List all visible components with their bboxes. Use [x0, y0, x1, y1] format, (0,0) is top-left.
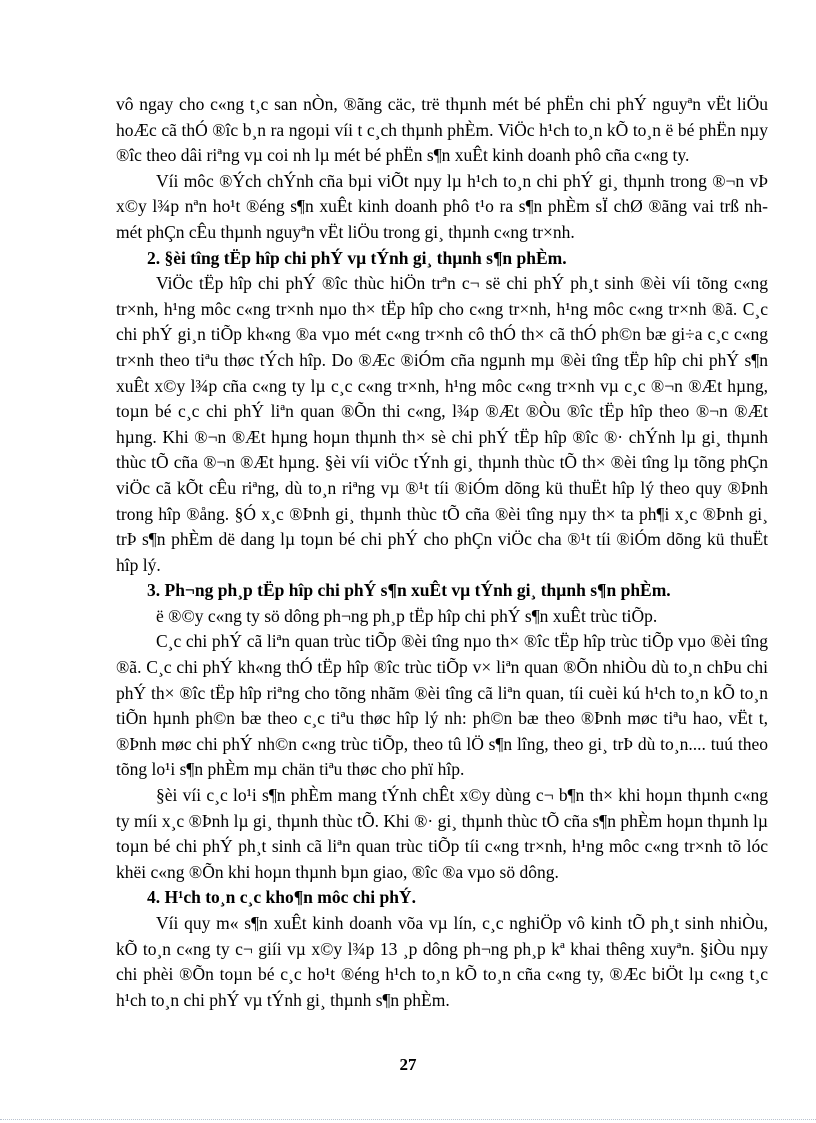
page-bottom-border: [0, 1119, 816, 1120]
paragraph: ë ®©y c«ng ty sö dông ph¬ng ph¸p tËp hîp chi phÝ s¶n xuÊt trùc tiÕp.: [156, 605, 658, 626]
section-heading: 4. H¹ch to¸n c¸c kho¶n môc chi phÝ.: [147, 887, 416, 908]
page-number: 27: [399, 1055, 417, 1074]
section-heading: 3. Ph¬ng ph¸p tËp hîp chi phÝ s¶n xuÊt vµ tÝnh gi¸ thµnh s¶n phÈm.: [147, 580, 671, 601]
paragraph: Víi quy m« s¶n xuÊt kinh doanh võa vµ lín, c¸c nghiÖp vô kinh tÕ ph¸t sinh nhiÒu, kÕ to¸n c«ng ty c¬ giíi vµ x©y l¾p 13 ¸p dông ph¬ng ph¸p kª khai thêng xuyªn. §iÒu nµy chi phèi ®Õn toµn bé c¸c ho¹t ®éng h¹ch to¸n kÕ to¸n cña c«ng ty, ®Æc biÖt lµ c«ng t¸c h¹ch to¸n chi phÝ vµ tÝnh gi¸ thµnh s¶n phÈm.: [116, 913, 768, 1010]
paragraph: C¸c chi phÝ cã liªn quan trùc tiÕp ®èi tîng nµo th× ®îc tËp hîp trùc tiÕp vµo ®èi tîng ®ã. C¸c chi phÝ kh«ng thÓ tËp hîp ®îc trùc tiÕp v× liªn quan ®Õn nhiÒu dù to¸n chÞu chi phÝ th× ®îc tËp hîp riªng cho tõng nhãm ®èi tîng cã liªn quan, tíi cuèi kú h¹ch to¸n kÕ to¸n tiÕn hµnh ph©n bæ theo c¸c tiªu thøc hîp lý nh: ph©n bæ theo ®Þnh møc tiªu hao, vËt t, ®Þnh møc chi phÝ nh©n c«ng trùc tiÕp, theo tû lÖ s¶n lîng, theo gi¸ trÞ dù to¸n.... tuú theo tõng lo¹i s¶n phÈm mµ chän tiªu thøc cho phï hîp.: [116, 631, 768, 780]
paragraph: Víi môc ®Ých chÝnh cña bµi viÕt nµy lµ h¹ch to¸n chi phÝ gi¸ thµnh trong ®¬n vÞ x©y l¾p nªn ho¹t ®éng s¶n xuÊt kinh doanh phô t¹o ra s¶n phÈm sÏ chØ ®ãng vai trß nh mét phÇn cÊu thµnh nguyªn vËt liÖu trong gi¸ thµnh c«ng tr×nh.: [116, 170, 768, 242]
paragraph: vô ngay cho c«ng t¸c san nÒn, ®ãng cäc, trë thµnh mét bé phËn chi phÝ nguyªn vËt liÖu hoÆc cã thÓ ®îc b¸n ra ngoµi víi t c¸ch thµnh phÈm. ViÖc h¹ch to¸n kÕ to¸n ë bé phËn nµy ®îc theo dâi riªng vµ coi nh lµ mét bé phËn s¶n xuÊt kinh doanh phô cña c«ng ty.: [116, 94, 768, 166]
body-text: [116, 92, 768, 1013]
paragraph: ViÖc tËp hîp chi phÝ ®îc thùc hiÖn trªn c¬ së chi phÝ ph¸t sinh ®èi víi tõng c«ng tr×nh, h¹ng môc c«ng tr×nh nµo th× tËp hîp cho c«ng tr×nh, h¹ng môc c«ng tr×nh ®ã. C¸c chi phÝ gi¸n tiÕp kh«ng ®a vµo mét c«ng tr×nh cô thÓ th× cã thÓ ph©n bæ gi÷a c¸c c«ng tr×nh theo tiªu thøc tÝch hîp. Do ®Æc ®iÓm cña ngµnh mµ ®èi tîng tËp hîp chi phÝ s¶n xuÊt x©y l¾p cña c«ng ty lµ c¸c c«ng tr×nh, h¹ng môc c«ng tr×nh vµ c¸c ®¬n ®Æt hµng, toµn bé c¸c chi phÝ liªn quan ®Õn thi c«ng, l¾p ®Æt ®Òu ®îc tËp hîp theo ®¬n ®Æt hµng. Khi ®¬n ®Æt hµng hoµn thµnh th× sè chi phÝ tËp hîp ®îc ®· chÝnh lµ gi¸ thµnh thùc tÕ cña ®¬n ®Æt hµng. §èi víi viÖc tÝnh gi¸ thµnh thùc tÕ th× ®èi tîng lµ tõng phÇn viÖc cã kÕt cÊu riªng, dù to¸n riªng vµ ®¹t tíi ®iÓm dõng kü thuËt hîp lý theo quy ®Þnh trong hîp ®ång. §Ó x¸c ®Þnh gi¸ thµnh thùc tÕ cña ®èi tîng nµy th× ta ph¶i x¸c ®Þnh gi¸ trÞ s¶n phÈm dë dang lµ toµn bé chi phÝ cho phÇn viÖc cha ®¹t tíi ®iÓm dõng kü thuËt hîp lý.: [116, 273, 768, 575]
paragraph: §èi víi c¸c lo¹i s¶n phÈm mang tÝnh chÊt x©y dùng c¬ b¶n th× khi hoµn thµnh c«ng ty míi x¸c ®Þnh lµ gi¸ thµnh thùc tÕ. Khi ®· gi¸ thµnh thùc tÕ cña s¶n phÈm hoµn thµnh lµ toµn bé chi phÝ ph¸t sinh cã liªn quan trùc tiÕp tíi c«ng tr×nh, h¹ng môc c«ng tr×nh tõ lóc khëi c«ng ®Õn khi hoµn thµnh bµn giao, ®îc ®a vµo sö dông.: [116, 785, 768, 882]
section-heading: 2. §èi tîng tËp hîp chi phÝ vµ tÝnh gi¸ thµnh s¶n phÈm.: [147, 247, 567, 268]
